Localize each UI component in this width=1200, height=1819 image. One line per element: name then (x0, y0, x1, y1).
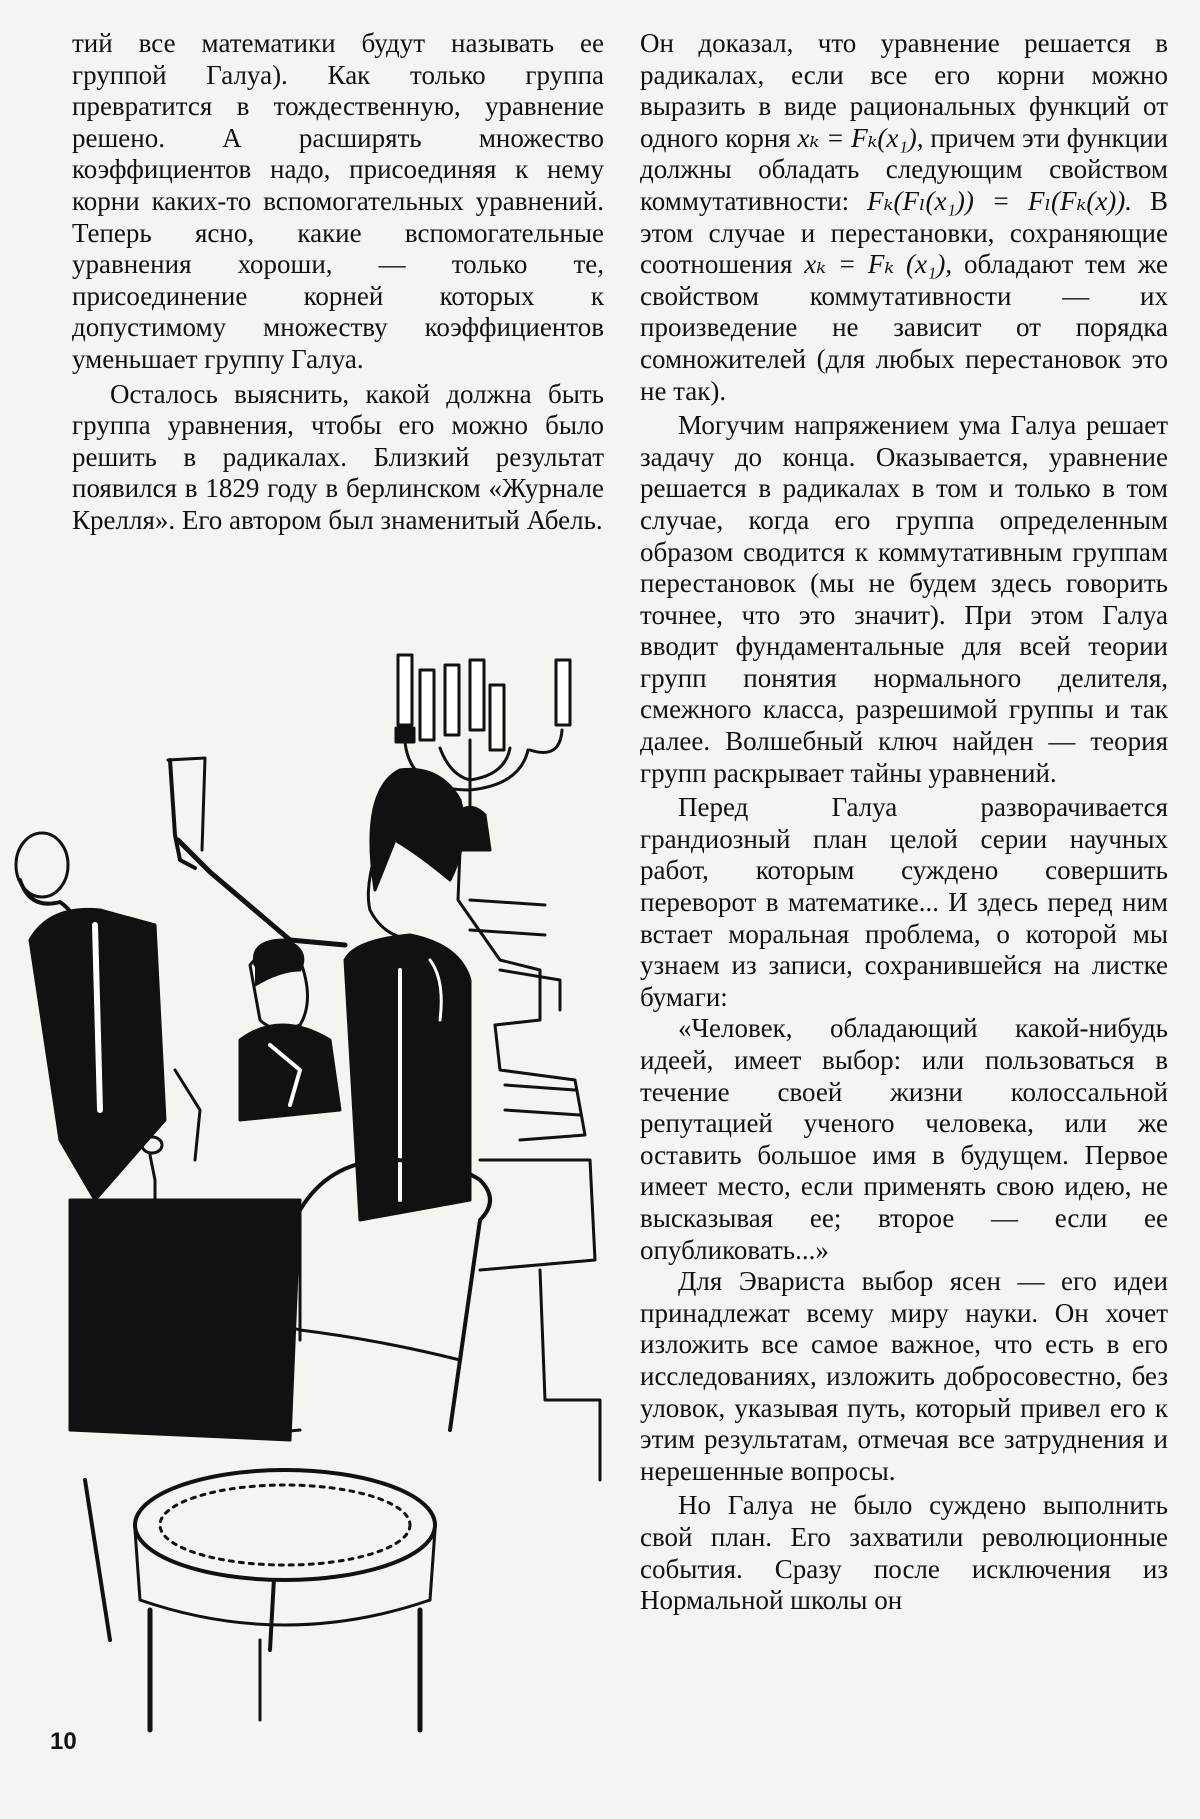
round-stool (135, 1470, 435, 1730)
page-number: 10 (50, 1728, 77, 1755)
left-paragraph-1: тий все математики будут называть ее группой Галуа). Как только группа превратится в тождественную, уравнение решено. А расширять множество коэффициентов надо, присоединяя к нему корни каких-то вспомогательных уравнений. Теперь ясно, какие вспомогательные уравнения хороши, — только те, присоединение корней которых к допустимому множеству коэффициентов уменьшает группу Галуа. (72, 28, 604, 374)
p1-text-2: причем эти функции должны обладать следующим свойством коммутативности: (640, 122, 1169, 216)
bald-man (16, 833, 200, 1200)
p1-text-1: Он доказал, что уравнение решается в радикалах, если все его корни можно выразить в виде рациональных функций от одного корня (640, 28, 1168, 153)
column (458, 850, 600, 1480)
p1-text-4: обладают тем же свойством коммутативности — их произведение не зависит от порядка сомножителей (для любых перестановок это не так). (640, 249, 1169, 406)
seated-man (240, 940, 340, 1120)
standing-man (168, 758, 470, 1220)
left-paragraph-2: Осталось выяснить, какой должна быть группа уравнения, чтобы его можно было решить в радикалах. Близкий результат появился в 1829 году в берлинском «Журнале Крелля». Его автором был знаменитый Абель. (72, 378, 604, 535)
formula-xk: xₖ = Fₖ(x₁), (797, 122, 924, 153)
formula-xk-2: xₖ = Fₖ (x₁), (804, 249, 953, 280)
formula-commutativity: Fₖ(Fₗ(x₁)) = Fₗ(Fₖ(x)). (867, 185, 1133, 216)
right-text-column (640, 28, 1168, 1617)
right-paragraph-quote: «Человек, обладающий какой-нибудь идеей, имеет выбор: или пользоваться в течение своей жизни колоссальной репутацией ученого человека, или же оставить большое имя в будущем. Первое имеет место, если применять свою идею, не высказывая ее; второе — если ее опубликовать...» (640, 1013, 1168, 1265)
left-text-column (72, 28, 604, 537)
right-paragraph-2: Могучим напряжением ума Галуа решает задачу до конца. Оказывается, уравнение решается в радикалах в том и только в том случае, когда его группа определенным образом сводится к коммутативным группам перестановок (мы не будем здесь говорить точнее, что это значит). При этом Галуа вводит фундаментальные для всей теории групп понятия нормального делителя, смежного класса, разрешимой группы и так далее. Волшебный ключ найден — теория групп раскрывает тайны уравнений. (640, 410, 1168, 788)
right-paragraph-4: Для Эвариста выбор ясен — его идеи принадлежат всему миру науки. Он хочет изложить все самое важное, что есть в его исследованиях, изложить добросовестно, без уловок, указывая путь, который привел его к этим результатам, отмечая все затруднения и нерешенные вопросы. (640, 1266, 1168, 1486)
right-paragraph-3: Перед Галуа разворачивается грандиозный план целой серии научных работ, которым суждено совершить переворот в математике... И здесь перед ним встает моральная проблема, о которой мы узнаем из записи, сохранившейся на листке бумаги: (640, 792, 1168, 1012)
illustration (0, 640, 610, 1745)
p1-text-3: В этом случае и перестановки, сохраняющие соотношения (640, 185, 1169, 280)
right-paragraph-1 (640, 28, 1168, 407)
right-paragraph-5: Но Галуа не было суждено выполнить свой план. Его захватили революционные события. Сразу после исключения из Нормальной школы он (640, 1490, 1168, 1616)
